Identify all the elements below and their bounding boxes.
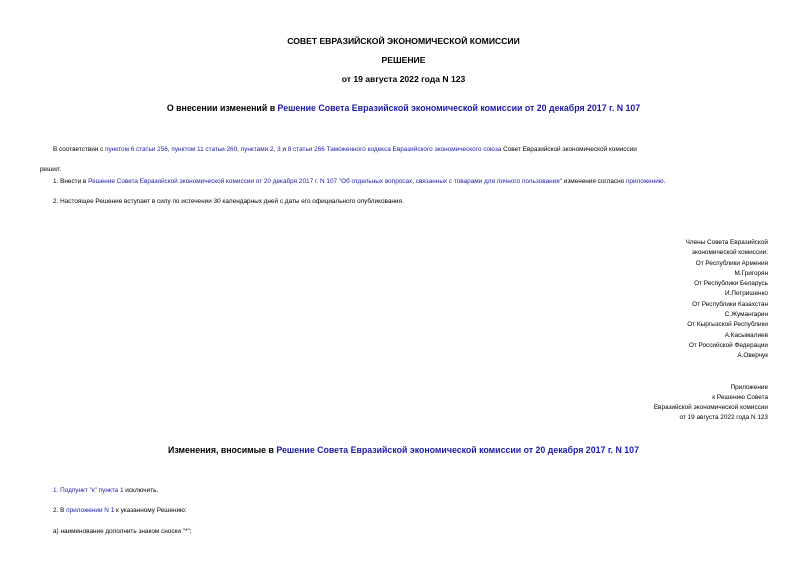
signature-line: С.Жумангарин (724, 311, 768, 319)
signature-line: А.Касымалиев (724, 331, 768, 339)
link-customs-code[interactable]: Таможенного кодекса Евразийского экономического союза (326, 146, 502, 153)
document-kind-heading: РЕШЕНИЕ (381, 55, 426, 65)
signature-line: А.Оверчук (737, 352, 768, 360)
appendix-line: Приложение (730, 384, 768, 391)
signature-line: От Российской Федерации (688, 341, 768, 349)
preamble-text: В соответствии с (53, 146, 106, 153)
appendix-title (0, 445, 807, 455)
change-1-text: исключить. (123, 487, 159, 494)
link-article-260[interactable]: пунктом 11 статьи 260 (171, 146, 238, 153)
signature-line: М.Григорян (734, 269, 768, 277)
change-2-paragraph (53, 507, 187, 514)
document-date-number: от 19 августа 2022 года N 123 (341, 74, 466, 84)
link-article-266-p3[interactable]: 3 (277, 146, 281, 153)
organization-heading: СОВЕТ ЕВРАЗИЙСКОЙ ЭКОНОМИЧЕСКОЙ КОМИССИИ (287, 36, 520, 46)
title-prefix: О внесении изменений в (166, 103, 278, 113)
item-1-text: 1. Внести в (53, 178, 89, 185)
change-2a-paragraph: а) наименование дополнить знаком сноски "*"; (53, 528, 192, 535)
preamble-text: , (237, 146, 241, 153)
signatures-block (686, 238, 768, 362)
document-title (0, 103, 807, 113)
change-2-text: 2. В (53, 507, 67, 514)
signature-line: Члены Совета Евразийской (685, 239, 768, 246)
appendix-line: Евразийской экономической комиссии (653, 404, 768, 411)
preamble-paragraph (53, 146, 637, 153)
preamble-text: и (280, 146, 288, 153)
change-2-text: к указанному Решению: (114, 507, 187, 514)
link-appendix[interactable]: приложению (625, 178, 664, 185)
link-subpoint-k[interactable]: 1. Подпункт "к" пункта 1 (53, 487, 124, 494)
signature-line: От Республики Армения (695, 259, 768, 267)
signature-line: От Республики Беларусь (694, 280, 768, 288)
link-article-266-p8[interactable]: 8 статьи 266 (287, 146, 325, 153)
item-1-text: . (663, 178, 666, 185)
appendix-line: к Решению Совета (712, 394, 768, 401)
resolved-text: решил: (40, 166, 62, 173)
signature-line: От Кыргызской Республики (687, 321, 768, 329)
link-article-266-p2[interactable]: пунктами 2 (240, 146, 274, 153)
change-1-paragraph (53, 487, 158, 494)
item-1-text: изменения согласно (561, 178, 626, 185)
appendix-header (654, 383, 768, 423)
appendix-title-decision-link[interactable]: Решение Совета Евразийской экономической комиссии от 20 декабря 2017 г. N 107 (276, 445, 639, 455)
signature-line: От Республики Казахстан (692, 300, 768, 308)
link-appendix-n1[interactable]: приложении N 1 (66, 507, 115, 514)
appendix-line: от 19 августа 2022 года N 123 (679, 414, 768, 421)
item-1-paragraph (53, 178, 665, 185)
signature-line: И.Петришенко (725, 290, 768, 298)
item-2-paragraph: 2. Настоящее Решение вступает в силу по истечении 30 календарных дней с даты его официального опубликования. (53, 198, 404, 205)
link-decision-107[interactable]: Решение Совета Евразийской экономической комиссии от 20 декабря 2017 г. N 107 "Об отдельных вопросах, связанных с товарами для личного пользования" (88, 178, 562, 185)
preamble-text: Совет Евразийской экономической комиссии (501, 146, 637, 153)
appendix-title-prefix: Изменения, вносимые в (168, 445, 277, 455)
link-article-256[interactable]: пунктом 6 статьи 256 (105, 146, 168, 153)
preamble-text: , (167, 146, 172, 153)
title-decision-link[interactable]: Решение Совета Евразийской экономической комиссии от 20 декабря 2017 г. N 107 (277, 103, 641, 113)
signature-line: экономической комиссии: (691, 249, 768, 257)
preamble-text: , (273, 146, 278, 153)
